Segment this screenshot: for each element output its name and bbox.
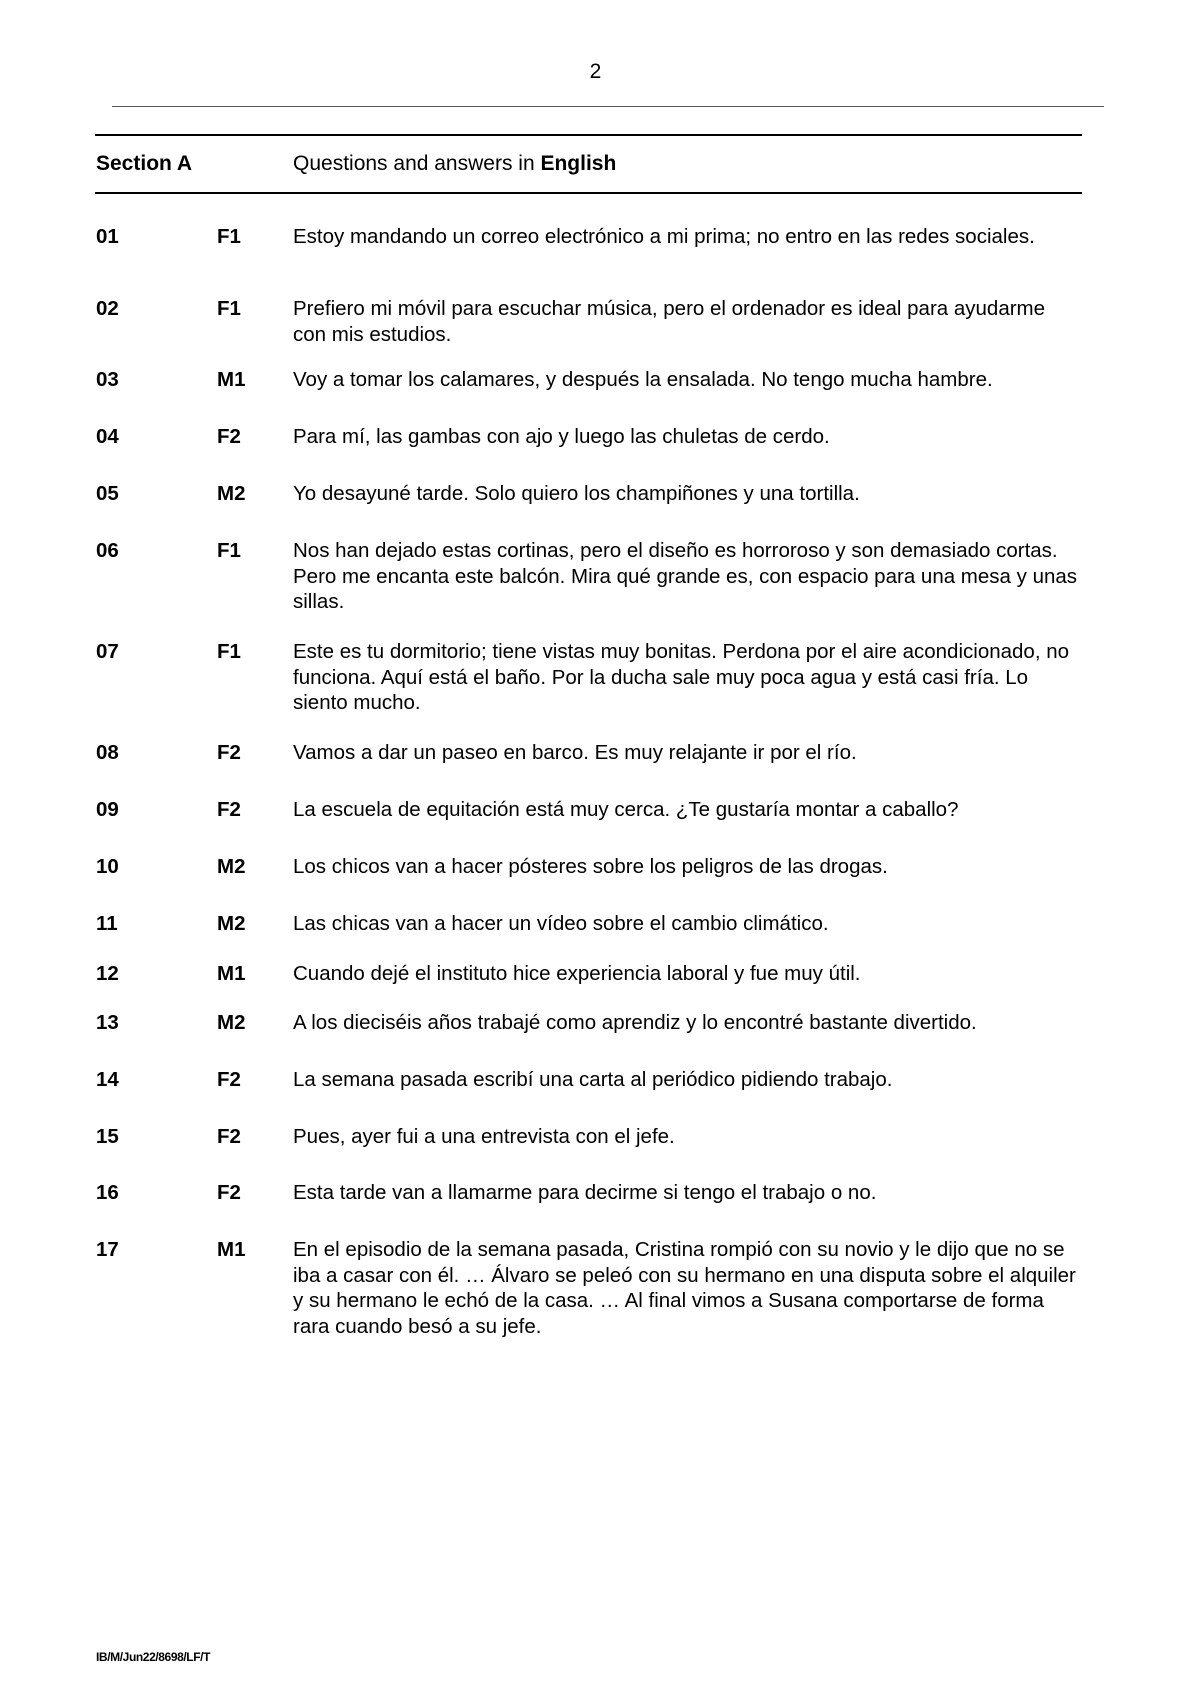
transcript-text: Los chicos van a hacer pósteres sobre los peligros de las drogas. xyxy=(293,855,888,878)
question-number: 09 xyxy=(96,798,119,821)
transcript-text: Esta tarde van a llamarme para decirme si tengo el trabajo o no. xyxy=(293,1181,877,1204)
question-number: 13 xyxy=(96,1011,119,1034)
top-divider xyxy=(112,106,1104,107)
speaker-code: F2 xyxy=(217,1068,241,1091)
transcript-row xyxy=(0,1180,1191,1237)
speaker-code: F1 xyxy=(217,539,241,562)
transcript-row xyxy=(0,911,1191,961)
transcript-row xyxy=(0,1067,1191,1124)
transcript-row xyxy=(0,854,1191,911)
transcript-text: En el episodio de la semana pasada, Cristina rompió con su novio y le dijo que no se iba a casar con él. … Álvaro se peleó con su hermano en una disputa sobre el alquiler y su hermano le echó de la casa. … Al final vimos a Susana comportarse de forma rara cuando besó a su jefe. xyxy=(293,1238,1076,1338)
question-number: 14 xyxy=(96,1068,119,1091)
transcript-text: Nos han dejado estas cortinas, pero el diseño es horroroso y son demasiado cortas. Pero me encanta este balcón. Mira qué grande es, con espacio para una mesa y unas sillas. xyxy=(293,539,1078,613)
transcript-text: Las chicas van a hacer un vídeo sobre el cambio climático. xyxy=(293,912,829,935)
speaker-code: M2 xyxy=(217,1011,246,1034)
transcript-row xyxy=(0,961,1191,1010)
transcript-text: Yo desayuné tarde. Solo quiero los champiñones y una tortilla. xyxy=(293,482,860,505)
transcript-row xyxy=(0,481,1191,538)
transcript-text: Voy a tomar los calamares, y después la ensalada. No tengo mucha hambre. xyxy=(293,368,993,391)
question-number: 11 xyxy=(96,912,118,935)
section-description xyxy=(293,152,616,176)
transcript-text: Pues, ayer fui a una entrevista con el jefe. xyxy=(293,1125,675,1148)
transcript-row xyxy=(0,740,1191,797)
transcript-row xyxy=(0,296,1191,367)
transcript-text: Vamos a dar un paseo en barco. Es muy relajante ir por el río. xyxy=(293,741,857,764)
transcript-row xyxy=(0,424,1191,481)
question-number: 10 xyxy=(96,855,119,878)
transcript-row xyxy=(0,538,1191,639)
section-description-emphasis: English xyxy=(540,152,617,175)
speaker-code: M1 xyxy=(217,962,246,985)
document-reference-code: IB/M/Jun22/8698/LF/T xyxy=(96,1650,211,1664)
speaker-code: F1 xyxy=(217,225,241,248)
transcript-row xyxy=(0,224,1191,296)
page-number: 2 xyxy=(589,60,602,83)
question-number: 02 xyxy=(96,297,119,320)
transcript-text: La semana pasada escribí una carta al periódico pidiendo trabajo. xyxy=(293,1068,893,1091)
question-number: 05 xyxy=(96,482,119,505)
section-description-prefix: Questions and answers in xyxy=(293,152,541,175)
question-number: 03 xyxy=(96,368,119,391)
transcript-text: La escuela de equitación está muy cerca. ¿Te gustaría montar a caballo? xyxy=(293,798,959,821)
transcript-text: Este es tu dormitorio; tiene vistas muy bonitas. Perdona por el aire acondicionado, no funciona. Aquí está el baño. Por la ducha sale muy poca agua y está casi fría. Lo siento mucho. xyxy=(293,640,1070,714)
question-number: 06 xyxy=(96,539,119,562)
question-number: 07 xyxy=(96,640,119,663)
section-label: Section A xyxy=(96,152,193,175)
speaker-code: M2 xyxy=(217,912,246,935)
speaker-code: M1 xyxy=(217,1238,246,1261)
question-number: 16 xyxy=(96,1181,119,1204)
speaker-code: M2 xyxy=(217,482,246,505)
speaker-code: F2 xyxy=(217,1125,241,1148)
section-header-bottom-rule xyxy=(95,192,1082,194)
question-number: 15 xyxy=(96,1125,119,1148)
question-number: 12 xyxy=(96,962,119,985)
speaker-code: F2 xyxy=(217,741,241,764)
speaker-code: F1 xyxy=(217,297,241,320)
question-number: 08 xyxy=(96,741,119,764)
speaker-code: F2 xyxy=(217,1181,241,1204)
section-header-top-rule xyxy=(95,134,1082,136)
speaker-code: M2 xyxy=(217,855,246,878)
transcript-row xyxy=(0,797,1191,854)
speaker-code: F1 xyxy=(217,640,241,663)
question-number: 17 xyxy=(96,1238,119,1261)
speaker-code: M1 xyxy=(217,368,246,391)
speaker-code: F2 xyxy=(217,798,241,821)
transcript-text: Cuando dejé el instituto hice experiencia laboral y fue muy útil. xyxy=(293,962,861,985)
question-number: 01 xyxy=(96,225,119,248)
speaker-code: F2 xyxy=(217,425,241,448)
transcript-row xyxy=(0,1237,1191,1347)
transcript-row xyxy=(0,639,1191,740)
transcript-list xyxy=(0,224,1191,1347)
transcript-text: Para mí, las gambas con ajo y luego las chuletas de cerdo. xyxy=(293,425,830,448)
transcript-row xyxy=(0,1010,1191,1067)
transcript-text: A los dieciséis años trabajé como aprendiz y lo encontré bastante divertido. xyxy=(293,1011,977,1034)
transcript-text: Estoy mandando un correo electrónico a mi prima; no entro en las redes sociales. xyxy=(293,225,1035,248)
transcript-row xyxy=(0,1124,1191,1180)
transcript-row xyxy=(0,367,1191,424)
question-number: 04 xyxy=(96,425,119,448)
transcript-text: Prefiero mi móvil para escuchar música, pero el ordenador es ideal para ayudarme con mis estudios. xyxy=(293,297,1046,346)
